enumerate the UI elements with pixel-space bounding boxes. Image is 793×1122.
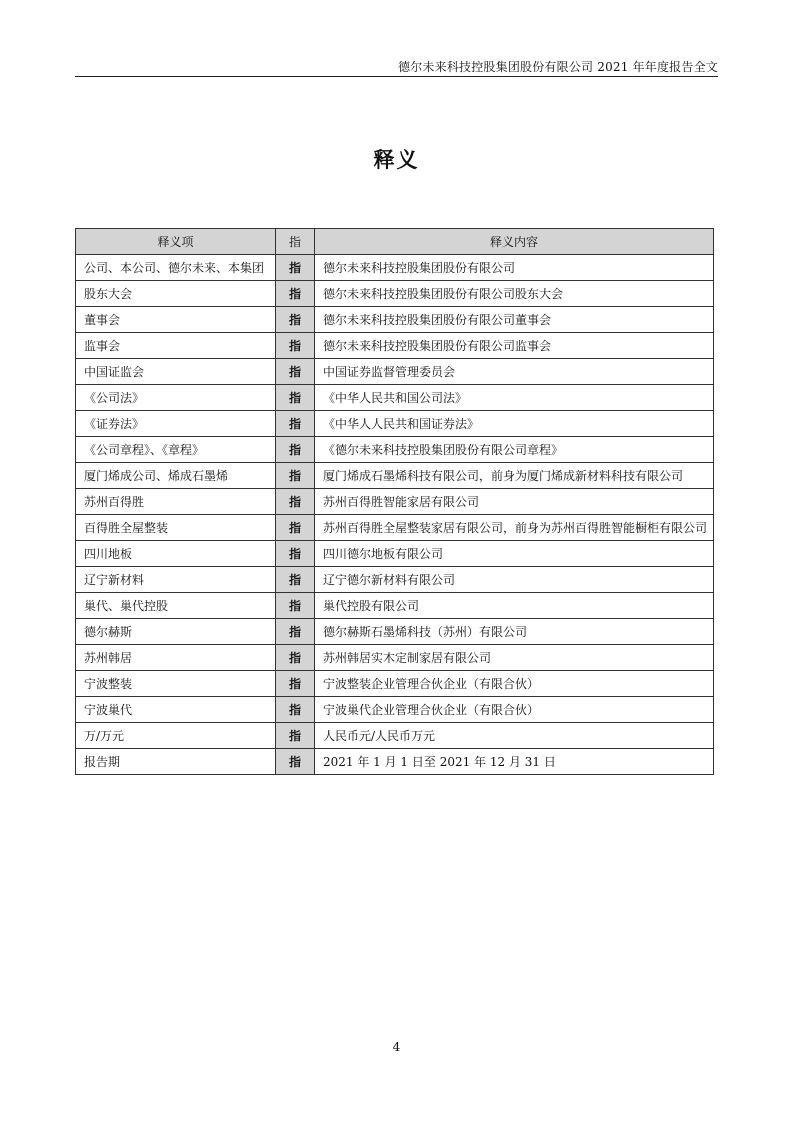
ref-cell: 指 <box>276 723 315 749</box>
definition-cell: 德尔未来科技控股集团股份有限公司董事会 <box>315 307 714 333</box>
table-row <box>76 593 714 619</box>
term-cell: 董事会 <box>76 307 276 333</box>
table-row <box>76 515 714 541</box>
definition-cell: 苏州韩居实木定制家居有限公司 <box>315 645 714 671</box>
definition-cell: 苏州百得胜智能家居有限公司 <box>315 489 714 515</box>
ref-cell: 指 <box>276 515 315 541</box>
table-row <box>76 255 714 281</box>
definition-cell: 德尔未来科技控股集团股份有限公司股东大会 <box>315 281 714 307</box>
running-header: 德尔未来科技控股集团股份有限公司 2021 年年度报告全文 <box>398 60 718 74</box>
term-cell: 监事会 <box>76 333 276 359</box>
term-cell: 《公司法》 <box>76 385 276 411</box>
term-cell: 《公司章程》、《章程》 <box>76 437 276 463</box>
definition-cell: 《中华人民共和国公司法》 <box>315 385 714 411</box>
ref-cell: 指 <box>276 619 315 645</box>
definition-column-header: 释义内容 <box>315 229 714 255</box>
ref-cell: 指 <box>276 255 315 281</box>
table-row <box>76 333 714 359</box>
table-row <box>76 723 714 749</box>
term-cell: 宁波整装 <box>76 671 276 697</box>
table-row <box>76 749 714 775</box>
ref-cell: 指 <box>276 281 315 307</box>
ref-cell: 指 <box>276 593 315 619</box>
table-row <box>76 645 714 671</box>
ref-cell: 指 <box>276 671 315 697</box>
definition-cell: 德尔未来科技控股集团股份有限公司 <box>315 255 714 281</box>
term-cell: 中国证监会 <box>76 359 276 385</box>
table-row <box>76 437 714 463</box>
definition-cell: 德尔未来科技控股集团股份有限公司监事会 <box>315 333 714 359</box>
term-cell: 苏州百得胜 <box>76 489 276 515</box>
ref-cell: 指 <box>276 385 315 411</box>
table-row <box>76 671 714 697</box>
definition-cell: 苏州百得胜全屋整装家居有限公司，前身为苏州百得胜智能橱柜有限公司 <box>315 515 714 541</box>
term-cell: 百得胜全屋整装 <box>76 515 276 541</box>
table-row <box>76 619 714 645</box>
term-cell: 辽宁新材料 <box>76 567 276 593</box>
definition-cell: 人民币元/人民币万元 <box>315 723 714 749</box>
term-cell: 巢代、巢代控股 <box>76 593 276 619</box>
ref-cell: 指 <box>276 333 315 359</box>
term-cell: 厦门烯成公司、烯成石墨烯 <box>76 463 276 489</box>
ref-cell: 指 <box>276 567 315 593</box>
table-row <box>76 541 714 567</box>
table-row <box>76 463 714 489</box>
table-row <box>76 359 714 385</box>
ref-cell: 指 <box>276 307 315 333</box>
term-cell: 《证券法》 <box>76 411 276 437</box>
table-row <box>76 385 714 411</box>
definition-cell: 《德尔未来科技控股集团股份有限公司章程》 <box>315 437 714 463</box>
table-row <box>76 489 714 515</box>
term-cell: 报告期 <box>76 749 276 775</box>
term-cell: 宁波巢代 <box>76 697 276 723</box>
table-row <box>76 411 714 437</box>
ref-column-header: 指 <box>276 229 315 255</box>
term-column-header: 释义项 <box>76 229 276 255</box>
definition-cell: 德尔赫斯石墨烯科技（苏州）有限公司 <box>315 619 714 645</box>
term-cell: 德尔赫斯 <box>76 619 276 645</box>
table-header-row <box>76 229 714 255</box>
ref-cell: 指 <box>276 411 315 437</box>
header-divider <box>75 76 718 77</box>
page-title: 释义 <box>373 147 420 172</box>
definition-cell: 宁波整装企业管理合伙企业（有限合伙） <box>315 671 714 697</box>
table-row <box>76 697 714 723</box>
definition-cell: 辽宁德尔新材料有限公司 <box>315 567 714 593</box>
ref-cell: 指 <box>276 437 315 463</box>
definition-cell: 《中华人人民共和国证券法》 <box>315 411 714 437</box>
ref-cell: 指 <box>276 645 315 671</box>
ref-cell: 指 <box>276 359 315 385</box>
definition-cell: 厦门烯成石墨烯科技有限公司，前身为厦门烯成新材料科技有限公司 <box>315 463 714 489</box>
term-cell: 四川地板 <box>76 541 276 567</box>
ref-cell: 指 <box>276 749 315 775</box>
term-cell: 公司、本公司、德尔未来、本集团 <box>76 255 276 281</box>
term-cell: 股东大会 <box>76 281 276 307</box>
definition-cell: 巢代控股有限公司 <box>315 593 714 619</box>
page-number: 4 <box>392 1040 401 1054</box>
term-cell: 万/万元 <box>76 723 276 749</box>
definition-cell: 2021 年 1 月 1 日至 2021 年 12 月 31 日 <box>315 749 714 775</box>
table-row <box>76 567 714 593</box>
table-row <box>76 307 714 333</box>
ref-cell: 指 <box>276 489 315 515</box>
definition-cell: 中国证券监督管理委员会 <box>315 359 714 385</box>
ref-cell: 指 <box>276 697 315 723</box>
table-row <box>76 281 714 307</box>
ref-cell: 指 <box>276 541 315 567</box>
glossary-table <box>75 228 714 775</box>
definition-cell: 四川德尔地板有限公司 <box>315 541 714 567</box>
term-cell: 苏州韩居 <box>76 645 276 671</box>
definition-cell: 宁波巢代企业管理合伙企业（有限合伙） <box>315 697 714 723</box>
glossary-rows <box>76 255 714 775</box>
ref-cell: 指 <box>276 463 315 489</box>
